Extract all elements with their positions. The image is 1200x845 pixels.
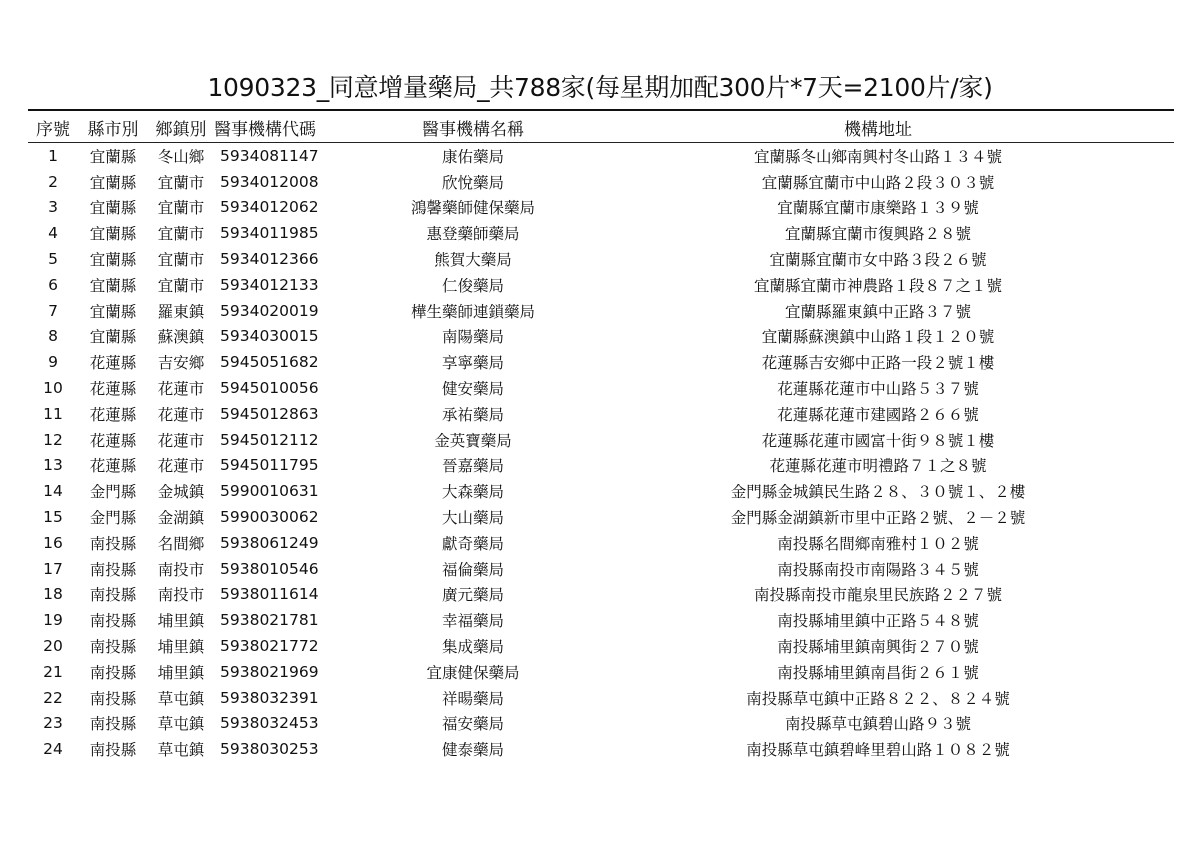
county-cell: 南投縣 xyxy=(89,560,137,579)
pharmacy-name-cell: 健泰藥局 xyxy=(441,741,504,760)
town-cell: 花蓮市 xyxy=(157,380,205,399)
row-number: 1 xyxy=(48,146,58,165)
county-cell: 宜蘭縣 xyxy=(89,251,137,270)
institution-code-cell: 5945012112 xyxy=(220,430,319,449)
document-title: 1090323_同意增量藥局_共788家(每星期加配300片*7天=2100片/家) xyxy=(207,73,993,102)
county-cell: 宜蘭縣 xyxy=(89,199,137,218)
row-number: 11 xyxy=(43,404,63,423)
table-row xyxy=(28,272,1174,298)
town-cell: 宜蘭市 xyxy=(157,173,205,192)
row-number: 13 xyxy=(43,456,63,475)
address-cell: 花蓮縣花蓮市明禮路７１之８號 xyxy=(769,457,987,476)
pharmacy-name-cell: 熊賀大藥局 xyxy=(434,251,512,270)
institution-code-cell: 5938021781 xyxy=(220,611,319,630)
county-cell: 金門縣 xyxy=(89,509,137,528)
table-row xyxy=(28,246,1174,272)
pharmacy-name-cell: 廣元藥局 xyxy=(441,586,504,605)
institution-code-cell: 5990010631 xyxy=(220,482,319,501)
header-no: 序號 xyxy=(28,112,78,143)
row-number: 5 xyxy=(48,250,58,269)
row-number: 24 xyxy=(43,740,63,759)
pharmacy-name-cell: 承祐藥局 xyxy=(441,405,504,424)
row-number: 19 xyxy=(43,611,63,630)
institution-code-cell: 5945010056 xyxy=(220,379,319,398)
county-cell: 花蓮縣 xyxy=(89,405,137,424)
county-cell: 宜蘭縣 xyxy=(89,328,137,347)
institution-code-cell: 5938032453 xyxy=(220,714,319,733)
county-cell: 花蓮縣 xyxy=(89,431,137,450)
county-cell: 宜蘭縣 xyxy=(89,173,137,192)
pharmacy-name-cell: 集成藥局 xyxy=(441,638,504,657)
county-cell: 南投縣 xyxy=(89,534,137,553)
institution-code-cell: 5938021772 xyxy=(220,637,319,656)
address-cell: 花蓮縣花蓮市中山路５３７號 xyxy=(777,380,979,399)
title-underline xyxy=(28,109,1174,111)
row-number: 9 xyxy=(48,353,58,372)
address-cell: 宜蘭縣宜蘭市女中路３段２６號 xyxy=(769,251,987,270)
institution-code-cell: 5934012008 xyxy=(220,172,319,191)
table-row xyxy=(28,169,1174,195)
table-row xyxy=(28,349,1174,375)
institution-code-cell: 5938010546 xyxy=(220,559,319,578)
address-cell: 花蓮縣吉安鄉中正路一段２號１樓 xyxy=(761,354,995,373)
row-number: 6 xyxy=(48,275,58,294)
table-row xyxy=(28,453,1174,479)
address-cell: 南投縣草屯鎮碧山路９３號 xyxy=(784,715,971,734)
row-number: 3 xyxy=(48,198,58,217)
county-cell: 宜蘭縣 xyxy=(89,147,137,166)
pharmacy-table xyxy=(28,112,1174,762)
header-town: 鄉鎮別 xyxy=(148,112,214,143)
address-cell: 南投縣埔里鎮南昌街２６１號 xyxy=(777,663,979,682)
address-cell: 南投縣名間鄉南雅村１０２號 xyxy=(777,534,979,553)
row-number: 10 xyxy=(43,379,63,398)
row-number: 2 xyxy=(48,172,58,191)
town-cell: 名間鄉 xyxy=(157,534,205,553)
table-row xyxy=(28,504,1174,530)
county-cell: 南投縣 xyxy=(89,715,137,734)
county-cell: 宜蘭縣 xyxy=(89,302,137,321)
pharmacy-name-cell: 金英寶藥局 xyxy=(434,431,512,450)
table-row xyxy=(28,659,1174,685)
institution-code-cell: 5938061249 xyxy=(220,533,319,552)
town-cell: 埔里鎮 xyxy=(157,663,205,682)
town-cell: 宜蘭市 xyxy=(157,199,205,218)
table-row xyxy=(28,401,1174,427)
town-cell: 羅東鎮 xyxy=(157,302,205,321)
address-cell: 宜蘭縣蘇澳鎮中山路１段１２０號 xyxy=(761,328,995,347)
table-row xyxy=(28,478,1174,504)
town-cell: 南投市 xyxy=(157,586,205,605)
address-cell: 宜蘭縣宜蘭市復興路２８號 xyxy=(784,225,971,244)
header-address: 機構地址 xyxy=(582,112,1174,143)
header-code: 醫事機構代碼 xyxy=(214,112,364,143)
county-cell: 南投縣 xyxy=(89,663,137,682)
row-number: 17 xyxy=(43,559,63,578)
table-row xyxy=(28,607,1174,633)
address-cell: 宜蘭縣宜蘭市康樂路１３９號 xyxy=(777,199,979,218)
county-cell: 宜蘭縣 xyxy=(89,225,137,244)
pharmacy-name-cell: 樺生藥師連鎖藥局 xyxy=(410,302,535,321)
town-cell: 草屯鎮 xyxy=(157,689,205,708)
county-cell: 金門縣 xyxy=(89,483,137,502)
table-row xyxy=(28,220,1174,246)
town-cell: 金湖鎮 xyxy=(157,509,205,528)
institution-code-cell: 5934011985 xyxy=(220,224,319,243)
pharmacy-name-cell: 南陽藥局 xyxy=(441,328,504,347)
institution-code-cell: 5945051682 xyxy=(220,353,319,372)
pharmacy-name-cell: 福倫藥局 xyxy=(441,560,504,579)
institution-code-cell: 5990030062 xyxy=(220,508,319,527)
town-cell: 埔里鎮 xyxy=(157,638,205,657)
row-number: 16 xyxy=(43,533,63,552)
town-cell: 草屯鎮 xyxy=(157,715,205,734)
address-cell: 南投縣草屯鎮中正路８２２、８２４號 xyxy=(746,689,1010,708)
town-cell: 金城鎮 xyxy=(157,483,205,502)
row-number: 23 xyxy=(43,714,63,733)
row-number: 18 xyxy=(43,585,63,604)
county-cell: 南投縣 xyxy=(89,638,137,657)
county-cell: 宜蘭縣 xyxy=(89,276,137,295)
table-row xyxy=(28,556,1174,582)
pharmacy-name-cell: 幸福藥局 xyxy=(441,612,504,631)
row-number: 7 xyxy=(48,301,58,320)
pharmacy-name-cell: 福安藥局 xyxy=(441,715,504,734)
county-cell: 南投縣 xyxy=(89,689,137,708)
town-cell: 宜蘭市 xyxy=(157,276,205,295)
table-row xyxy=(28,711,1174,737)
row-number: 8 xyxy=(48,327,58,346)
town-cell: 南投市 xyxy=(157,560,205,579)
address-cell: 宜蘭縣宜蘭市中山路２段３０３號 xyxy=(761,173,995,192)
row-number: 22 xyxy=(43,688,63,707)
table-header-row xyxy=(28,112,1174,143)
address-cell: 花蓮縣花蓮市國富十街９８號１樓 xyxy=(761,431,995,450)
table-row xyxy=(28,298,1174,324)
county-cell: 花蓮縣 xyxy=(89,354,137,373)
table-row xyxy=(28,685,1174,711)
county-cell: 花蓮縣 xyxy=(89,380,137,399)
row-number: 20 xyxy=(43,637,63,656)
table-row xyxy=(28,427,1174,453)
row-number: 15 xyxy=(43,508,63,527)
county-cell: 南投縣 xyxy=(89,586,137,605)
pharmacy-name-cell: 鴻馨藥師健保藥局 xyxy=(410,199,535,218)
pharmacy-name-cell: 晉嘉藥局 xyxy=(441,457,504,476)
row-number: 4 xyxy=(48,224,58,243)
county-cell: 花蓮縣 xyxy=(89,457,137,476)
pharmacy-name-cell: 大山藥局 xyxy=(441,509,504,528)
institution-code-cell: 5934081147 xyxy=(220,146,319,165)
header-county: 縣市別 xyxy=(78,112,148,143)
address-cell: 南投縣埔里鎮南興街２７０號 xyxy=(777,638,979,657)
address-cell: 南投縣埔里鎮中正路５４８號 xyxy=(777,612,979,631)
address-cell: 宜蘭縣冬山鄉南興村冬山路１３４號 xyxy=(753,147,1002,166)
institution-code-cell: 5934012133 xyxy=(220,275,319,294)
table-row xyxy=(28,195,1174,221)
table-row xyxy=(28,324,1174,350)
institution-code-cell: 5945012863 xyxy=(220,404,319,423)
town-cell: 埔里鎮 xyxy=(157,612,205,631)
town-cell: 花蓮市 xyxy=(157,405,205,424)
institution-code-cell: 5938011614 xyxy=(220,585,319,604)
pharmacy-name-cell: 享寧藥局 xyxy=(441,354,504,373)
county-cell: 南投縣 xyxy=(89,741,137,760)
town-cell: 冬山鄉 xyxy=(157,147,205,166)
table-row xyxy=(28,736,1174,762)
pharmacy-name-cell: 康佑藥局 xyxy=(441,147,504,166)
institution-code-cell: 5934012062 xyxy=(220,198,319,217)
address-cell: 南投縣南投市龍泉里民族路２２７號 xyxy=(753,586,1002,605)
town-cell: 蘇澳鎮 xyxy=(157,328,205,347)
address-cell: 宜蘭縣宜蘭市神農路１段８７之１號 xyxy=(753,276,1002,295)
table-row xyxy=(28,143,1174,169)
institution-code-cell: 5934020019 xyxy=(220,301,319,320)
address-cell: 宜蘭縣羅東鎮中正路３７號 xyxy=(784,302,971,321)
table-row xyxy=(28,633,1174,659)
pharmacy-name-cell: 祥暘藥局 xyxy=(441,689,504,708)
town-cell: 花蓮市 xyxy=(157,457,205,476)
pharmacy-name-cell: 健安藥局 xyxy=(441,380,504,399)
row-number: 21 xyxy=(43,662,63,681)
pharmacy-name-cell: 獻奇藥局 xyxy=(441,534,504,553)
pharmacy-name-cell: 惠登藥師藥局 xyxy=(426,225,520,244)
pharmacy-name-cell: 大森藥局 xyxy=(441,483,504,502)
address-cell: 南投縣草屯鎮碧峰里碧山路１０８２號 xyxy=(746,741,1010,760)
pharmacy-name-cell: 宜康健保藥局 xyxy=(426,663,520,682)
town-cell: 花蓮市 xyxy=(157,431,205,450)
table-row xyxy=(28,582,1174,608)
row-number: 12 xyxy=(43,430,63,449)
address-cell: 花蓮縣花蓮市建國路２６６號 xyxy=(777,405,979,424)
town-cell: 宜蘭市 xyxy=(157,251,205,270)
pharmacy-name-cell: 欣悅藥局 xyxy=(441,173,504,192)
table-body xyxy=(28,143,1174,763)
institution-code-cell: 5934012366 xyxy=(220,250,319,269)
institution-code-cell: 5938030253 xyxy=(220,740,319,759)
town-cell: 吉安鄉 xyxy=(157,354,205,373)
institution-code-cell: 5934030015 xyxy=(220,327,319,346)
address-cell: 南投縣南投市南陽路３４５號 xyxy=(777,560,979,579)
pharmacy-name-cell: 仁俊藥局 xyxy=(441,276,504,295)
institution-code-cell: 5945011795 xyxy=(220,456,319,475)
town-cell: 草屯鎮 xyxy=(157,741,205,760)
header-name: 醫事機構名稱 xyxy=(364,112,582,143)
institution-code-cell: 5938021969 xyxy=(220,662,319,681)
address-cell: 金門縣金城鎮民生路２８、３０號１、２樓 xyxy=(730,483,1026,502)
row-number: 14 xyxy=(43,482,63,501)
table-row xyxy=(28,530,1174,556)
table-row xyxy=(28,375,1174,401)
town-cell: 宜蘭市 xyxy=(157,225,205,244)
institution-code-cell: 5938032391 xyxy=(220,688,319,707)
county-cell: 南投縣 xyxy=(89,612,137,631)
address-cell: 金門縣金湖鎮新市里中正路２號、２－２號 xyxy=(730,509,1026,528)
